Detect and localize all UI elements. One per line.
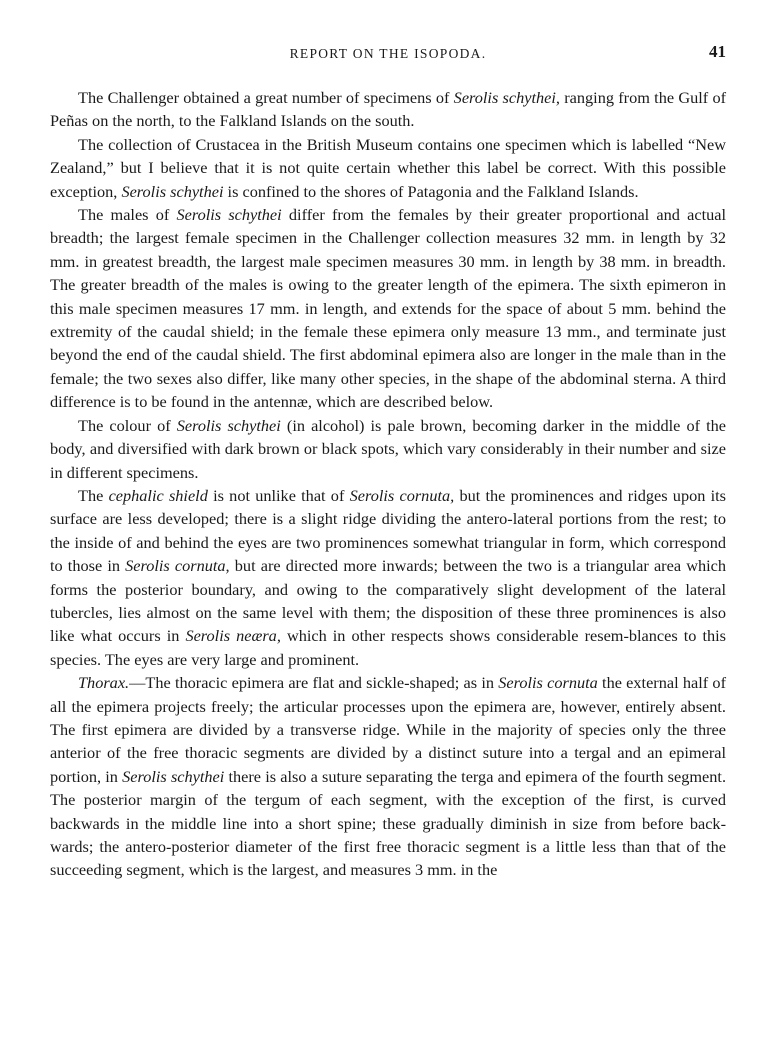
page-number: 41: [709, 42, 726, 61]
text-run: the external half of all the epimera projects freely; the articular processes upon the epimera are, however, entirely absent. The first epimera are divided by a transverse ridge. While in the majority of species only the three anterior of the free thoracic segments are divided by a distinct suture into a tergal and an epimeral portion, in: [50, 673, 726, 786]
page-header: [50, 38, 726, 68]
body-text: [50, 86, 726, 882]
italic-text: Serolis schythei: [176, 205, 282, 225]
italic-text: Serolis schythei: [121, 181, 224, 201]
paragraph: [50, 133, 726, 203]
text-run: is not unlike that of: [207, 485, 350, 505]
text-run: The Challenger obtained a great number of specimens of: [78, 88, 454, 107]
italic-text: Serolis cornuta,: [349, 485, 455, 505]
text-run: differ from the females by their greater proportional and actual breadth; the largest female specimen in the Challenger collection measures 32 mm. in length by 32 mm. in greatest breadth, the largest male specimen measures 30 mm. in length by 38 mm. in breadth. The greater breadth of the males is owing to the greater length of the epimera. The sixth epimeron in this male specimen measures 17 mm. in length, and extends for the space of about 5 mm. behind the extremity of the caudal shield; in the female these epimera only measure 13 mm., and terminate just beyond the end of the caudal shield. The first abdominal epimera also are longer in the male than in the female; the two sexes also differ, like many other species, in the shape of the abdominal sterna. A third difference is to be found in the antennæ, which are described below.: [50, 205, 727, 412]
page: [50, 38, 726, 882]
italic-text: Serolis cornuta,: [125, 556, 230, 576]
paragraph: [50, 484, 726, 671]
text-run: ranging from the Gulf of Peñas on the north, to the Falkland Islands on the south.: [50, 88, 727, 131]
italic-text: Serolis schythei,: [453, 88, 560, 107]
text-run: The collection of Crustacea in the British Museum contains one specimen which is labelled “New Zealand,” but I believe that it is not quite certain whether this label be correct. With this possible exception,: [50, 134, 726, 201]
text-run: (in alcohol) is pale brown, becoming darker in the middle of the body, and diversified with dark brown or black spots, which vary considerably in their number and size in different specimens.: [50, 415, 726, 482]
italic-text: Serolis schythei: [176, 415, 281, 435]
text-run: —The thoracic epimera are flat and sickle-shaped; as in: [129, 673, 499, 693]
text-run: The: [78, 485, 109, 505]
paragraph: [50, 86, 726, 133]
paragraph: [50, 203, 726, 414]
italic-text: cephalic shield: [108, 485, 208, 505]
text-run: is confined to the shores of Patagonia and the Falkland Islands.: [223, 181, 639, 201]
text-run: The colour of: [78, 415, 177, 435]
paragraph: [50, 414, 726, 484]
italic-text: Serolis schythei: [122, 766, 225, 786]
italic-text: Thorax.: [78, 673, 130, 693]
text-run: there is also a suture separating the terga and epimera of the fourth segment. The posterior margin of the tergum of each segment, with the exception of the first, is curved backwards in the middle line into a short spine; these gradually diminish in size from before back-wards; the antero-posterior diameter of the first free thoracic segment is a little less than that of the succeeding segment, which is the largest, and measures 3 mm. in the: [50, 766, 727, 880]
italic-text: Serolis cornuta: [498, 673, 598, 693]
running-title: REPORT ON THE ISOPODA.: [289, 46, 487, 61]
paragraph: [50, 671, 726, 882]
text-run: The males of: [78, 205, 177, 225]
text-run: which in other respects shows considerable resem-blances to this species. The eyes are very large and prominent.: [50, 626, 727, 669]
italic-text: Serolis neæra,: [185, 626, 281, 646]
text-run: but are directed more inwards; between the two is a triangular area which forms the posterior boundary, and owing to the comparatively slight development of the lateral tubercles, lies almost on the same level with them; the disposition of these three prominences is also like what occurs in: [50, 556, 726, 646]
text-run: but the prominences and ridges upon its surface are less developed; there is a slight ridge dividing the antero-lateral portions from the rest; to the inside of and behind the eyes are two prominences somewhat triangular in form, which correspond to those in: [50, 485, 726, 576]
